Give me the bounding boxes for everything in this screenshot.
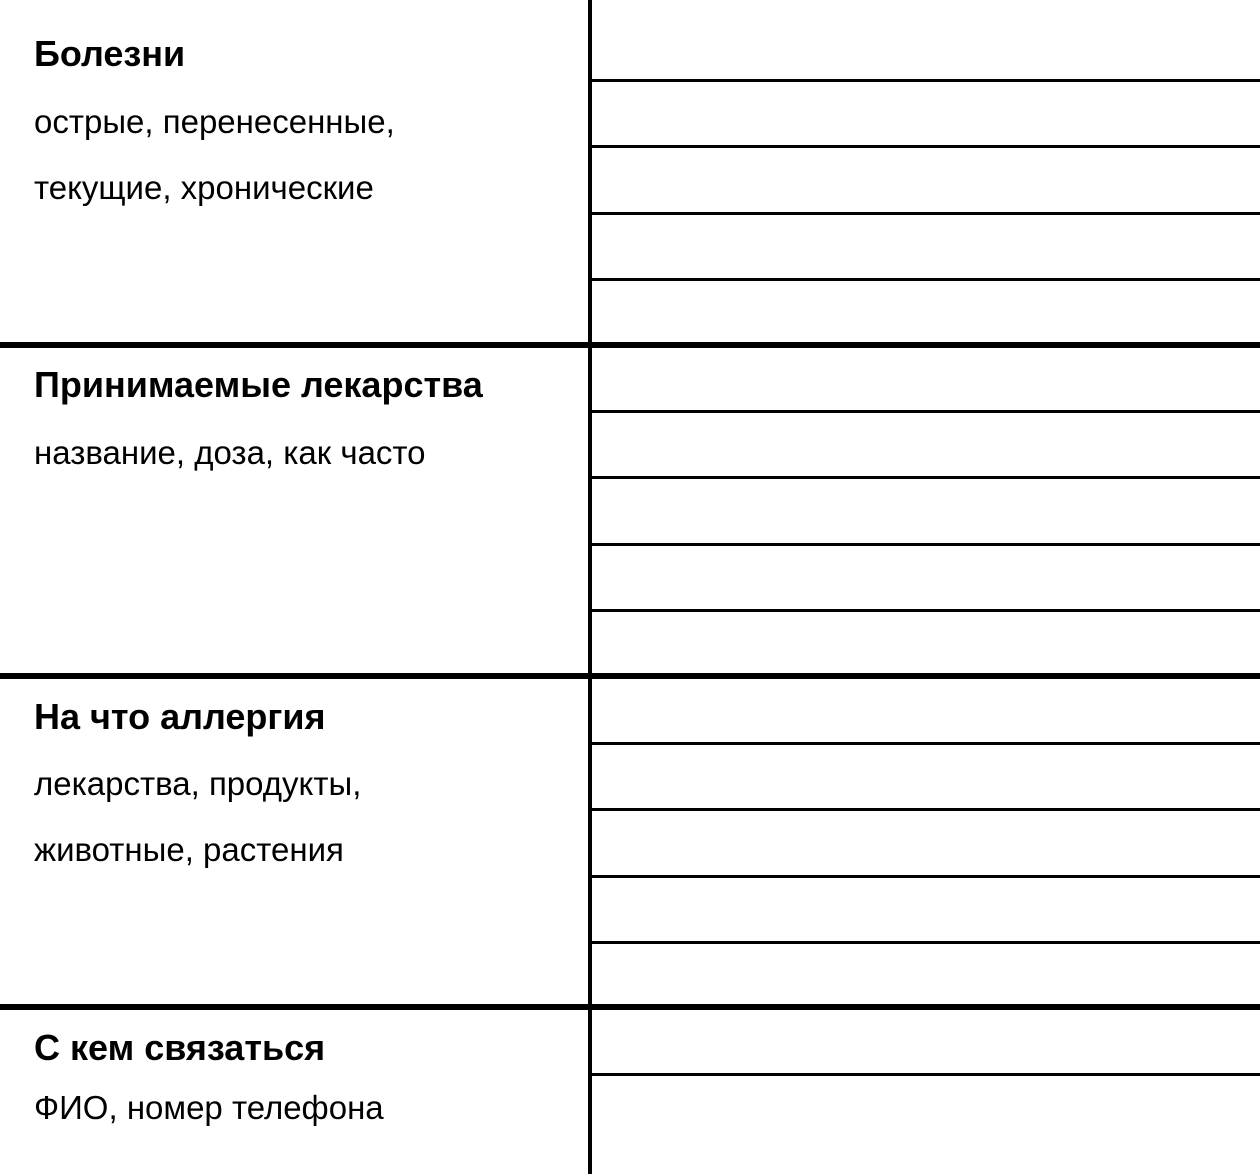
section-hint-diseases-line2: текущие, хронические (34, 169, 374, 206)
section-title-medications: Принимаемые лекарства (34, 364, 483, 405)
section-hint-medications: название, доза, как часто (34, 434, 426, 471)
write-line[interactable] (590, 145, 1260, 148)
write-line[interactable] (590, 212, 1260, 215)
write-line[interactable] (590, 476, 1260, 479)
write-line[interactable] (590, 1073, 1260, 1076)
section-hint-allergies-line2: животные, растения (34, 831, 344, 868)
section-title-contacts: С кем связаться (34, 1027, 326, 1068)
form-column-divider (588, 0, 592, 1174)
section-title-allergies: На что аллергия (34, 696, 326, 737)
write-line[interactable] (590, 875, 1260, 878)
write-line[interactable] (590, 742, 1260, 745)
section-divider (0, 1004, 1260, 1010)
write-line[interactable] (590, 543, 1260, 546)
section-divider (0, 342, 1260, 348)
section-divider (0, 673, 1260, 679)
write-line[interactable] (590, 79, 1260, 82)
section-hint-contacts: ФИО, номер телефона (34, 1089, 384, 1126)
write-line[interactable] (590, 941, 1260, 944)
write-line[interactable] (590, 609, 1260, 612)
section-hint-allergies-line1: лекарства, продукты, (34, 765, 362, 802)
write-line[interactable] (590, 410, 1260, 413)
section-title-diseases: Болезни (34, 33, 186, 74)
write-line[interactable] (590, 808, 1260, 811)
section-hint-diseases-line1: острые, перенесенные, (34, 103, 395, 140)
write-line[interactable] (590, 278, 1260, 281)
